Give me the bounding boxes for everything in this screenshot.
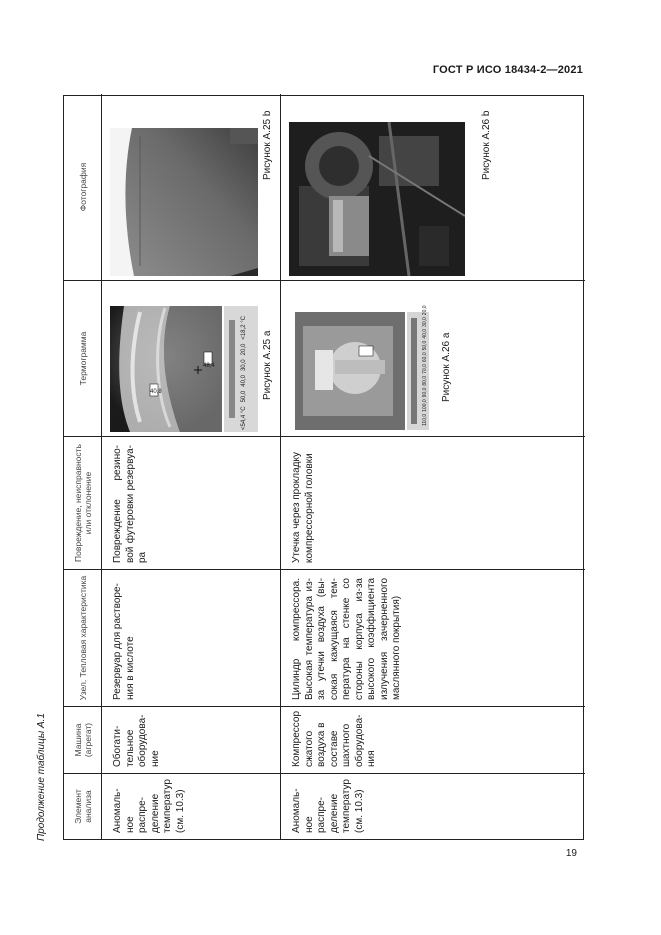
page-number: 19 [565, 848, 577, 859]
row1-photo-label: Рисунок А.25 b [262, 110, 273, 180]
thermogram-compressor-image [295, 312, 429, 430]
row1-characteristic: Резервуар для растворе-ния в кислоте [102, 569, 281, 706]
row2-machine: Компрессор сжатого воздуха в составе шахтного оборудова-ния [281, 706, 585, 773]
scale-label: 50,0 [241, 390, 247, 403]
standard-code: ГОСТ Р ИСО 18434-2—2021 [432, 64, 583, 76]
row2-characteristic: Цилиндр компрессора. Высокая температура из-за утечки воздуха (вы-сокая кажущаяся тем-пература на стенке со стороны корпуса из-за высокого коэффициента излучения зачерненного маслянного покрытия) [281, 569, 585, 706]
scale-label: <18,2 °C [241, 316, 247, 340]
thermogram-tank-image [110, 306, 258, 432]
header-damage: Повреждение, неисправность или отклонение [64, 436, 102, 569]
row1-thermogram-cell [102, 280, 281, 436]
row1-element: Аномаль-ное распре-деление температур (см. 10.3) [102, 773, 281, 839]
scale-label: 30,0 [241, 359, 247, 372]
scale-label: 40,0 [422, 328, 428, 339]
scale-label: 40,0 [241, 375, 247, 387]
tank-photo [110, 128, 258, 276]
scale-label: 90,0 [422, 387, 428, 398]
header-thermogram: Термограмма [64, 280, 102, 436]
row1-thermogram-label: Рисунок А.25 a [262, 330, 273, 400]
compressor-photo [289, 122, 465, 276]
row2-photo-cell [281, 94, 585, 280]
row1-machine: Обогати-тельное оборудова-ние [102, 706, 281, 773]
row1-damage: Повреждение резино-вой футеровки резервуа-ра [102, 436, 281, 569]
rotated-table [63, 95, 584, 840]
scale-label: 80,0 [422, 375, 428, 386]
row1-thermogram-image [110, 306, 263, 432]
header-photo: Фотография [64, 94, 102, 280]
header-element: Элемент анализа [64, 773, 102, 839]
scale-label: 30,0 [422, 317, 428, 327]
scale-label: <54,4 °C [241, 406, 247, 430]
scale-label: 50,0 [422, 340, 428, 351]
scale-label: 70,0 [422, 364, 428, 374]
header-machine: Машина (агрегат) [64, 706, 102, 773]
row1-thermo-scale [238, 316, 251, 430]
header-characteristic: Узел. Тепловая характеристика [64, 569, 102, 706]
data-table [63, 95, 584, 840]
scale-label: 110,0 [422, 413, 428, 426]
table-caption: Продолжение таблицы А.1 [36, 713, 47, 841]
row2-thermogram-cell [281, 280, 585, 436]
row2-thermogram-label: Рисунок А.26 a [441, 332, 452, 402]
row2-thermogram-image [295, 305, 434, 430]
scale-label: 60,0 [422, 352, 428, 363]
scale-label: 100,0 [422, 399, 428, 412]
row1-photo-image [110, 128, 263, 276]
marker-40: 40,8 [150, 389, 162, 395]
row2-photo-image [289, 122, 470, 276]
row2-element: Аномаль-ное распре-деление температур (см. 10.3) [281, 773, 585, 839]
row2-thermo-scale [419, 305, 432, 426]
marker-48: 48,4 [203, 363, 215, 369]
row2-photo-label: Рисунок А.26 b [481, 110, 492, 180]
row2-damage: Утечка через прокладку компрессорной головки [281, 436, 585, 569]
scale-label: 20,0 [241, 343, 247, 356]
row1-photo-cell [102, 94, 281, 280]
scale-label: 20,0 [422, 305, 428, 316]
